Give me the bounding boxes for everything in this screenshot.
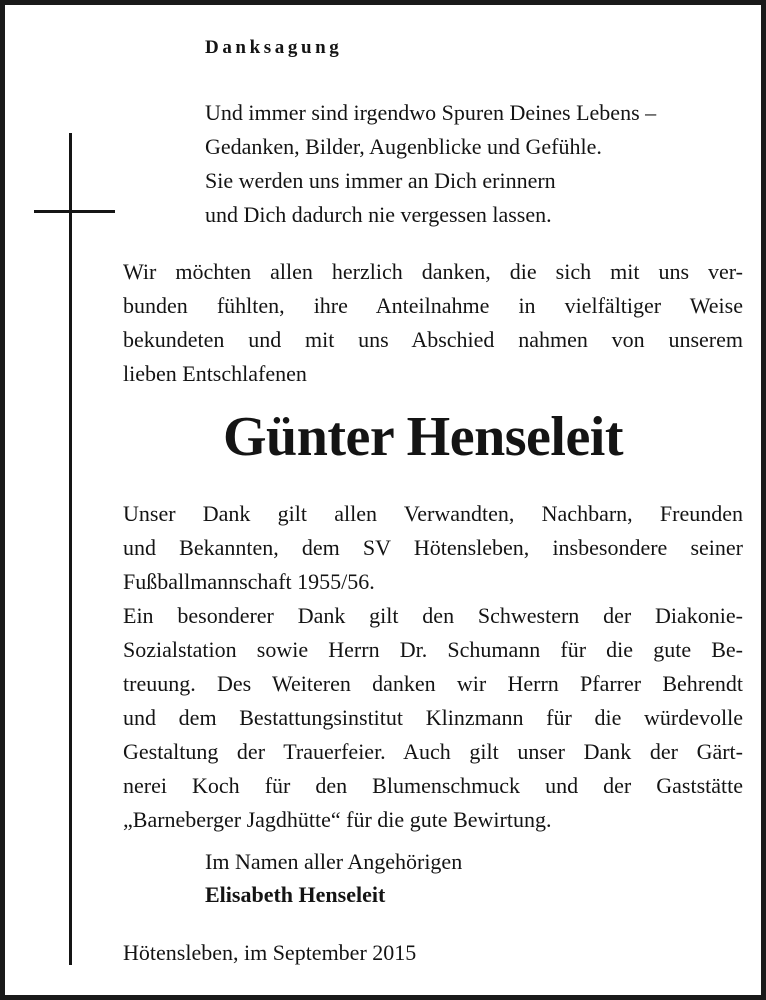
place-date: Hötensleben, im September 2015 (123, 940, 417, 965)
thanks-body-line: und Bekannten, dem SV Hötensleben, insbesondere seiner (123, 535, 743, 560)
signature-name: Elisabeth Henseleit (205, 882, 386, 907)
cross-vertical-bar (69, 133, 72, 965)
thanks-body-line: Fußballmannschaft 1955/56. (123, 569, 375, 594)
poem (205, 96, 745, 232)
thanks-body-line: und dem Bestattungsinstitut Klinzmann für die würdevolle (123, 705, 743, 730)
thanks-intro-line: bekundeten und mit uns Abschied nahmen von unserem (123, 327, 743, 352)
thanks-intro-line: lieben Entschlafenen (123, 361, 307, 386)
heading: Danksagung (205, 37, 343, 58)
signature-intro: Im Namen aller Angehörigen (205, 849, 463, 874)
thanks-body-line: Ein besonderer Dank gilt den Schwestern der Diakonie- (123, 603, 743, 628)
poem-line: Sie werden uns immer an Dich erinnern (205, 168, 556, 193)
thanks-body-line: Sozialstation sowie Herrn Dr. Schumann für die gute Be- (123, 637, 743, 662)
thanks-body-line: Unser Dank gilt allen Verwandten, Nachbarn, Freunden (123, 501, 743, 526)
thanks-body-line: treuung. Des Weiteren danken wir Herrn Pfarrer Behrendt (123, 671, 743, 696)
poem-line: Gedanken, Bilder, Augenblicke und Gefühle. (205, 134, 602, 159)
deceased-name: Günter Henseleit (222, 406, 624, 468)
cross-horizontal-bar (34, 210, 115, 213)
thanks-intro (123, 255, 743, 391)
poem-line: und Dich dadurch nie vergessen lassen. (205, 202, 552, 227)
thanks-body (123, 497, 743, 837)
thanks-intro-line: bunden fühlten, ihre Anteilnahme in vielfältiger Weise (123, 293, 743, 318)
poem-line: Und immer sind irgendwo Spuren Deines Lebens – (205, 100, 657, 125)
thanks-body-line: Gestaltung der Trauerfeier. Auch gilt unser Dank der Gärt- (123, 739, 743, 764)
thanks-body-line: nerei Koch für den Blumenschmuck und der Gaststätte (123, 773, 743, 798)
thanks-intro-line: Wir möchten allen herzlich danken, die sich mit uns ver- (123, 259, 743, 284)
thanks-body-line: „Barneberger Jagdhütte“ für die gute Bewirtung. (123, 807, 552, 832)
signature-block (205, 845, 462, 911)
